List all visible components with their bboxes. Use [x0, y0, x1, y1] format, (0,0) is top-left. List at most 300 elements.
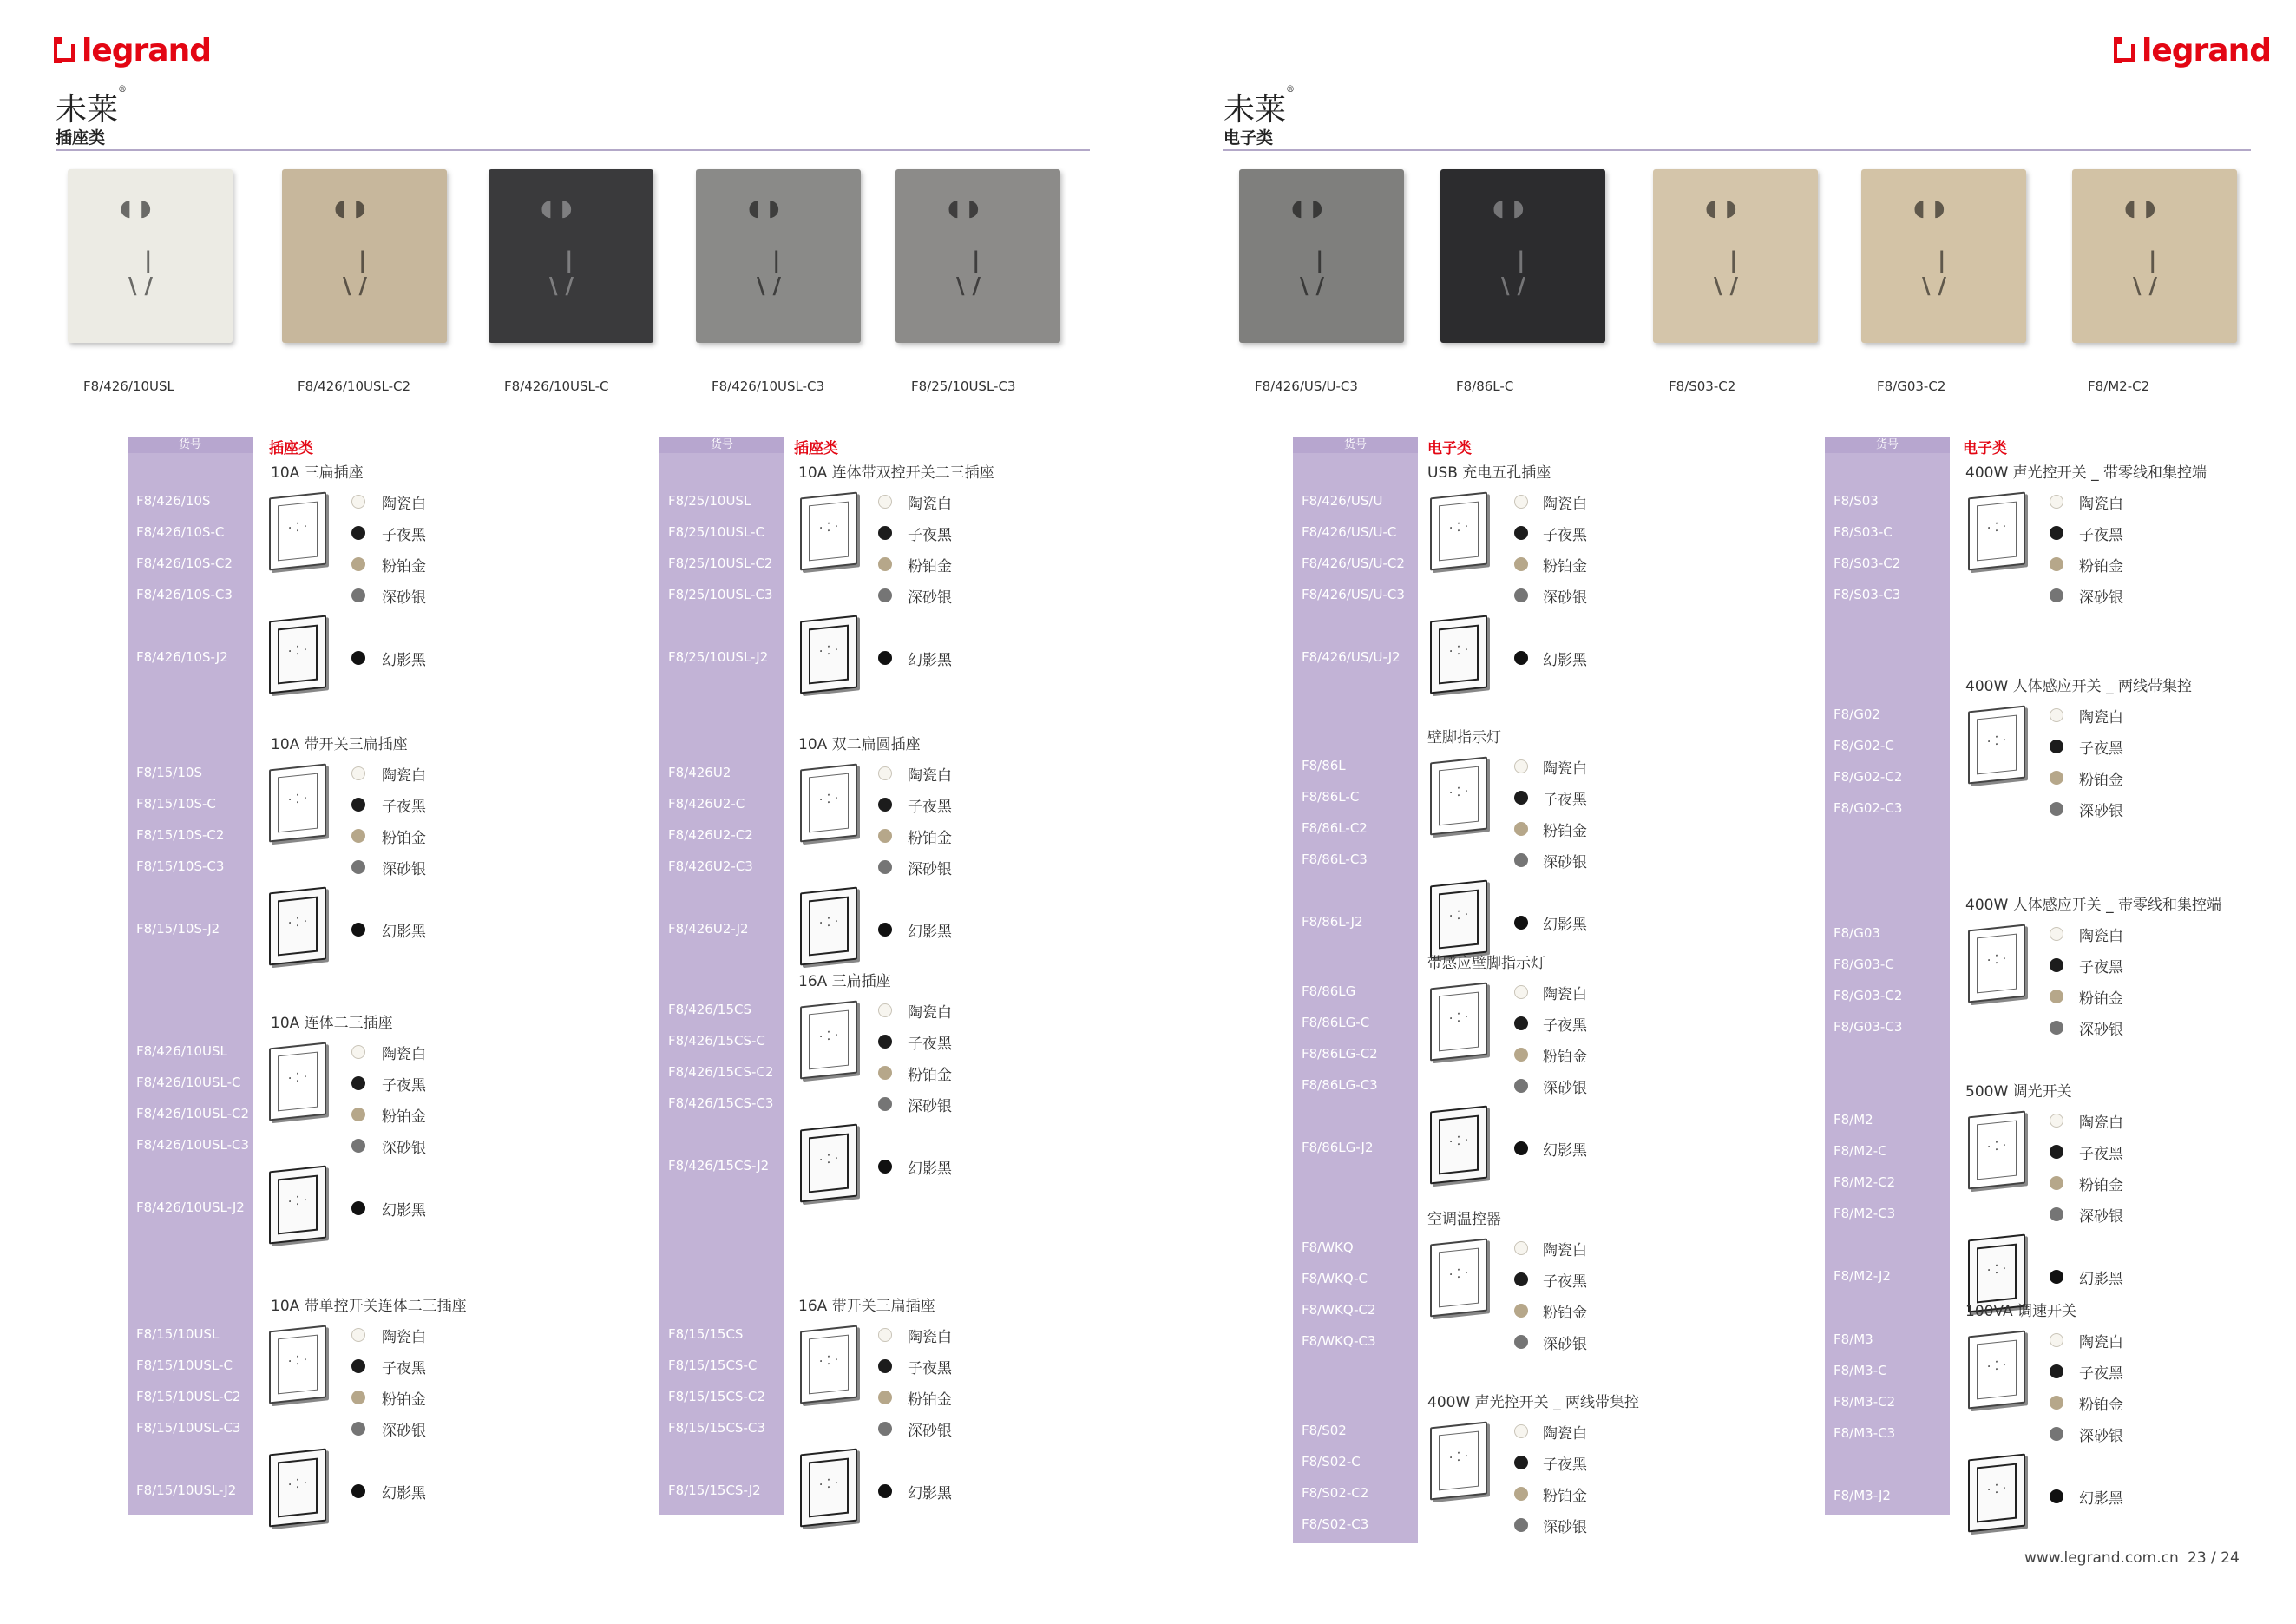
hero-product-code: F8/M2-C2 [2088, 378, 2150, 394]
product-code: F8/25/10USL-J2 [668, 649, 769, 665]
color-label: 粉铂金 [2079, 1397, 2123, 1414]
product-code: F8/G03 [1834, 925, 1880, 941]
product-line-drawing-variant-icon [1430, 1106, 1487, 1185]
product-code: F8/426/15CS-C [668, 1033, 765, 1049]
color-swatch [1514, 1241, 1528, 1255]
color-label: 幻影黑 [908, 924, 952, 941]
product-code: F8/86LG-C [1302, 1015, 1370, 1030]
color-swatch [351, 766, 365, 780]
color-swatch [2050, 708, 2063, 722]
socket-holes-icon: · ⁚ · [1986, 1358, 2007, 1375]
product-line-drawing-icon [800, 1325, 857, 1404]
color-label: 陶瓷白 [382, 767, 426, 785]
color-swatch [1514, 651, 1528, 665]
product-code: F8/M3-C [1834, 1363, 1887, 1378]
color-label: 子夜黑 [2079, 740, 2123, 758]
product-code: F8/86L-C2 [1302, 820, 1368, 836]
color-label: 深砂银 [1543, 589, 1587, 607]
product-code: F8/M2-J2 [1834, 1268, 1891, 1284]
color-swatch [878, 1359, 892, 1373]
product-code: F8/15/15CS [668, 1326, 744, 1342]
code-column-band [1825, 453, 1950, 1515]
color-label: 粉铂金 [1543, 823, 1587, 840]
color-label: 子夜黑 [382, 1077, 426, 1095]
hero-product-image [489, 169, 653, 343]
color-label: 幻影黑 [2079, 1271, 2123, 1288]
table-header-code: 货号 [1825, 437, 1950, 453]
product-code: F8/426/10S [136, 493, 211, 509]
color-swatch [1514, 759, 1528, 773]
product-code: F8/426/15CS-J2 [668, 1158, 770, 1174]
product-title: 10A 连体带双控开关二三插座 [798, 464, 994, 482]
color-label: 深砂银 [1543, 854, 1587, 871]
color-swatch [878, 588, 892, 602]
product-code: F8/25/10USL-C [668, 524, 764, 540]
color-swatch [351, 651, 365, 665]
socket-holes-icon: · ⁚ · [818, 519, 839, 536]
socket-three-pin-icon: \ / [343, 273, 368, 299]
color-swatch [351, 1076, 365, 1090]
color-swatch [2050, 1145, 2063, 1159]
socket-holes-icon: · ⁚ · [1448, 907, 1469, 924]
color-label: 粉铂金 [382, 830, 426, 847]
product-code: F8/M2-C3 [1834, 1206, 1896, 1221]
series-name-text: 未莱 [1223, 92, 1287, 128]
socket-two-pin-icon: ◖ ◗ [948, 195, 980, 221]
color-swatch [1514, 1079, 1528, 1093]
product-title: 400W 声光控开关 _ 两线带集控 [1427, 1394, 1639, 1411]
color-label: 子夜黑 [382, 1360, 426, 1377]
color-label: 粉铂金 [908, 1391, 952, 1409]
color-swatch [1514, 1456, 1528, 1469]
hero-product-code: F8/G03-C2 [1877, 378, 1946, 394]
color-swatch [351, 526, 365, 540]
product-line-drawing-icon [1430, 757, 1487, 836]
color-label: 深砂银 [382, 1140, 426, 1157]
socket-three-pin-icon: \ / [1714, 273, 1739, 299]
color-swatch [878, 495, 892, 509]
color-swatch [1514, 1487, 1528, 1501]
color-label: 陶瓷白 [1543, 1242, 1587, 1259]
color-label: 粉铂金 [382, 1108, 426, 1126]
color-label: 深砂银 [908, 1098, 952, 1115]
product-code: F8/15/10S-C [136, 796, 216, 812]
color-label: 陶瓷白 [908, 1329, 952, 1346]
color-swatch [1514, 822, 1528, 836]
legrand-logo-mark [54, 37, 76, 63]
color-swatch [878, 766, 892, 780]
color-label: 幻影黑 [382, 652, 426, 669]
color-label: 陶瓷白 [1543, 1425, 1587, 1443]
color-swatch [351, 1201, 365, 1215]
product-line-drawing-variant-icon [800, 887, 857, 966]
color-swatch [1514, 1304, 1528, 1318]
color-label: 深砂银 [2079, 1208, 2123, 1226]
product-code: F8/M2-C2 [1834, 1174, 1896, 1190]
product-code: F8/15/15CS-C3 [668, 1420, 765, 1436]
color-label: 深砂银 [908, 1423, 952, 1440]
socket-holes-icon: · ⁚ · [1448, 519, 1469, 536]
color-label: 粉铂金 [908, 558, 952, 575]
socket-holes-icon: · ⁚ · [818, 1476, 839, 1493]
product-code: F8/86LG-J2 [1302, 1140, 1374, 1155]
socket-holes-icon: · ⁚ · [1448, 642, 1469, 660]
color-label: 陶瓷白 [1543, 986, 1587, 1003]
legrand-logo-right [2114, 33, 2271, 68]
color-label: 陶瓷白 [1543, 496, 1587, 513]
socket-three-pin-icon: \ / [956, 273, 981, 299]
color-label: 深砂银 [2079, 1022, 2123, 1039]
product-code: F8/S03-C [1834, 524, 1893, 540]
footer-url[interactable]: www.legrand.com.cn [2024, 1549, 2179, 1567]
color-label: 子夜黑 [2079, 1146, 2123, 1163]
color-swatch [351, 1484, 365, 1498]
product-code: F8/15/15CS-J2 [668, 1483, 761, 1498]
product-code: F8/426/10USL-C [136, 1075, 241, 1090]
product-code: F8/S02-C2 [1302, 1485, 1369, 1501]
product-code: F8/426/US/U-J2 [1302, 649, 1401, 665]
product-code: F8/426/15CS-C3 [668, 1095, 774, 1111]
color-swatch [1514, 557, 1528, 571]
product-line-drawing-variant-icon [269, 615, 326, 694]
color-label: 陶瓷白 [382, 1329, 426, 1346]
color-swatch [2050, 495, 2063, 509]
color-label: 粉铂金 [2079, 772, 2123, 789]
product-code: F8/426/US/U [1302, 493, 1383, 509]
color-label: 陶瓷白 [908, 496, 952, 513]
category-title-left: 插座类 [56, 128, 106, 148]
color-swatch [1514, 853, 1528, 867]
hero-product-code: F8/426/10USL-C [504, 378, 609, 394]
product-line-drawing-icon [1430, 492, 1487, 571]
product-code: F8/86L-J2 [1302, 914, 1363, 930]
color-swatch [1514, 916, 1528, 930]
product-code: F8/S02-C [1302, 1454, 1361, 1469]
product-title: 10A 连体二三插座 [271, 1015, 393, 1032]
color-label: 深砂银 [908, 589, 952, 607]
product-code: F8/G03-C2 [1834, 988, 1903, 1003]
color-swatch [351, 495, 365, 509]
socket-earth-pin-icon: | [1729, 247, 1738, 273]
socket-earth-pin-icon: | [1517, 247, 1525, 273]
color-label: 粉铂金 [2079, 990, 2123, 1008]
color-swatch [878, 1003, 892, 1017]
color-label: 幻影黑 [2079, 1490, 2123, 1508]
product-line-drawing-icon [1430, 983, 1487, 1062]
color-label: 深砂银 [1543, 1519, 1587, 1536]
table-header-code: 货号 [128, 437, 253, 453]
product-code: F8/25/10USL-C2 [668, 556, 773, 571]
code-column-band [659, 453, 784, 1515]
color-label: 子夜黑 [908, 1036, 952, 1053]
color-swatch [1514, 1518, 1528, 1532]
color-swatch [878, 829, 892, 843]
color-swatch [351, 588, 365, 602]
color-label: 粉铂金 [2079, 1177, 2123, 1194]
socket-holes-icon: · ⁚ · [1448, 784, 1469, 801]
socket-three-pin-icon: \ / [549, 273, 574, 299]
color-swatch [2050, 1176, 2063, 1190]
socket-two-pin-icon: ◖ ◗ [1913, 195, 1945, 221]
socket-earth-pin-icon: | [1315, 247, 1324, 273]
product-code: F8/WKQ-C3 [1302, 1333, 1376, 1349]
socket-holes-icon: · ⁚ · [1986, 1261, 2007, 1279]
socket-three-pin-icon: \ / [128, 273, 154, 299]
product-code: F8/86L-C3 [1302, 851, 1368, 867]
color-swatch [878, 651, 892, 665]
color-label: 陶瓷白 [2079, 496, 2123, 513]
product-title: 100VA 调速开关 [1965, 1303, 2077, 1320]
color-label: 幻影黑 [1543, 917, 1587, 934]
color-swatch [2050, 557, 2063, 571]
color-label: 子夜黑 [1543, 1456, 1587, 1474]
color-label: 子夜黑 [2079, 1365, 2123, 1383]
product-code: F8/426/15CS [668, 1002, 751, 1017]
socket-earth-pin-icon: | [358, 247, 367, 273]
color-label: 子夜黑 [908, 799, 952, 816]
socket-holes-icon: · ⁚ · [1986, 1481, 2007, 1498]
color-label: 深砂银 [2079, 1428, 2123, 1445]
socket-earth-pin-icon: | [2148, 247, 2157, 273]
header-rule-left [56, 149, 1090, 151]
product-line-drawing-variant-icon [800, 1449, 857, 1528]
color-swatch [1514, 791, 1528, 805]
socket-earth-pin-icon: | [144, 247, 153, 273]
product-code: F8/15/10USL-C [136, 1358, 233, 1373]
product-line-drawing-icon [1968, 1331, 2025, 1410]
hero-product-image [2072, 169, 2237, 343]
socket-holes-icon: · ⁚ · [287, 1193, 308, 1210]
product-line-drawing-variant-icon [1968, 1454, 2025, 1533]
color-swatch [878, 1035, 892, 1049]
socket-three-pin-icon: \ / [1501, 273, 1526, 299]
product-code: F8/G02 [1834, 707, 1880, 722]
color-swatch [351, 557, 365, 571]
product-code: F8/M2 [1834, 1112, 1873, 1128]
color-swatch [1514, 526, 1528, 540]
product-line-drawing-icon [1430, 1422, 1487, 1501]
color-swatch [878, 1160, 892, 1174]
product-line-drawing-variant-icon [800, 615, 857, 694]
hero-product-image [895, 169, 1060, 343]
color-swatch [1514, 1141, 1528, 1155]
color-label: 子夜黑 [1543, 792, 1587, 809]
table-header-category: 电子类 [1963, 440, 2007, 457]
product-code: F8/426/10USL-C3 [136, 1137, 250, 1153]
color-swatch [351, 1045, 365, 1059]
table-header-code: 货号 [659, 437, 784, 453]
socket-earth-pin-icon: | [1938, 247, 1946, 273]
product-line-drawing-variant-icon [1430, 880, 1487, 959]
hero-product-image [1239, 169, 1404, 343]
product-code: F8/WKQ [1302, 1239, 1354, 1255]
color-swatch [2050, 588, 2063, 602]
product-code: F8/86L [1302, 758, 1346, 773]
product-code: F8/426U2-J2 [668, 921, 749, 937]
color-swatch [878, 1066, 892, 1080]
product-line-drawing-icon [1968, 1111, 2025, 1190]
product-line-drawing-variant-icon [1430, 615, 1487, 694]
color-label: 粉铂金 [908, 1067, 952, 1084]
product-line-drawing-icon [269, 1325, 326, 1404]
product-line-drawing-icon [800, 764, 857, 843]
hero-product-image [1440, 169, 1605, 343]
color-label: 粉铂金 [382, 558, 426, 575]
category-title-right: 电子类 [1223, 128, 1274, 148]
product-title: 10A 三扁插座 [271, 464, 364, 482]
color-swatch [2050, 1396, 2063, 1410]
legrand-logo-left [54, 33, 211, 68]
color-swatch [2050, 771, 2063, 785]
color-label: 幻影黑 [908, 652, 952, 669]
product-line-drawing-icon [269, 492, 326, 571]
hero-product-code: F8/426/10USL-C2 [298, 378, 411, 394]
color-swatch [2050, 1270, 2063, 1284]
product-code: F8/426/10S-J2 [136, 649, 228, 665]
color-label: 深砂银 [2079, 803, 2123, 820]
socket-two-pin-icon: ◖ ◗ [1492, 195, 1525, 221]
product-code: F8/M3-J2 [1834, 1488, 1891, 1503]
product-code: F8/G02-C2 [1834, 769, 1903, 785]
color-swatch [351, 1391, 365, 1404]
product-code: F8/WKQ-C [1302, 1271, 1368, 1286]
socket-two-pin-icon: ◖ ◗ [748, 195, 780, 221]
socket-holes-icon: · ⁚ · [1986, 519, 2007, 536]
color-swatch [1514, 495, 1528, 509]
color-label: 粉铂金 [1543, 1049, 1587, 1066]
color-label: 子夜黑 [908, 527, 952, 544]
product-code: F8/86LG-C3 [1302, 1077, 1378, 1093]
color-label: 深砂银 [2079, 589, 2123, 607]
product-code: F8/15/10USL-C3 [136, 1420, 241, 1436]
color-swatch [351, 1359, 365, 1373]
color-swatch [2050, 958, 2063, 972]
product-code: F8/426U2-C [668, 796, 745, 812]
color-label: 子夜黑 [2079, 527, 2123, 544]
color-swatch [1514, 1424, 1528, 1438]
socket-holes-icon: · ⁚ · [818, 1028, 839, 1045]
socket-three-pin-icon: \ / [2133, 273, 2158, 299]
color-swatch [2050, 1114, 2063, 1128]
color-label: 子夜黑 [1543, 527, 1587, 544]
socket-earth-pin-icon: | [772, 247, 781, 273]
color-label: 陶瓷白 [382, 1046, 426, 1063]
color-label: 陶瓷白 [2079, 709, 2123, 727]
hero-product-image [696, 169, 861, 343]
socket-holes-icon: · ⁚ · [818, 914, 839, 931]
product-code: F8/426/15CS-C2 [668, 1064, 774, 1080]
socket-holes-icon: · ⁚ · [1448, 1449, 1469, 1466]
product-code: F8/426/10S-C2 [136, 556, 233, 571]
product-title: 壁脚指示灯 [1427, 729, 1501, 746]
product-code: F8/15/10S-J2 [136, 921, 220, 937]
socket-holes-icon: · ⁚ · [1448, 1133, 1469, 1150]
hero-product-code: F8/426/10USL [83, 378, 174, 394]
product-code: F8/15/10S-C2 [136, 827, 225, 843]
product-title: 空调温控器 [1427, 1211, 1501, 1228]
color-label: 陶瓷白 [2079, 928, 2123, 945]
product-title: 400W 人体感应开关 _ 两线带集控 [1965, 678, 2192, 695]
color-swatch [2050, 526, 2063, 540]
color-label: 陶瓷白 [908, 1004, 952, 1022]
socket-holes-icon: · ⁚ · [287, 519, 308, 536]
color-label: 深砂银 [382, 589, 426, 607]
color-swatch [351, 829, 365, 843]
product-code: F8/426U2-C2 [668, 827, 753, 843]
color-swatch [351, 1328, 365, 1342]
color-swatch [878, 1422, 892, 1436]
socket-two-pin-icon: ◖ ◗ [1705, 195, 1737, 221]
color-swatch [2050, 802, 2063, 816]
hero-product-image [282, 169, 447, 343]
color-swatch [878, 1391, 892, 1404]
color-swatch [878, 526, 892, 540]
product-code: F8/86LG-C2 [1302, 1046, 1378, 1062]
color-swatch [351, 1139, 365, 1153]
legrand-logo-text: legrand [82, 32, 211, 69]
socket-three-pin-icon: \ / [757, 273, 782, 299]
color-swatch [878, 1328, 892, 1342]
product-code: F8/426/10S-C3 [136, 587, 233, 602]
socket-two-pin-icon: ◖ ◗ [334, 195, 366, 221]
color-label: 子夜黑 [908, 1360, 952, 1377]
color-swatch [878, 1484, 892, 1498]
socket-holes-icon: · ⁚ · [1986, 951, 2007, 969]
color-label: 陶瓷白 [908, 767, 952, 785]
hero-product-image [68, 169, 233, 343]
color-swatch [2050, 740, 2063, 753]
code-column-band [128, 453, 253, 1515]
color-label: 幻影黑 [382, 1485, 426, 1502]
product-title: 10A 双二扁圆插座 [798, 736, 921, 753]
color-swatch [1514, 1048, 1528, 1062]
product-title: 10A 带单控开关连体二三插座 [271, 1298, 467, 1315]
product-code: F8/426/10S-C [136, 524, 225, 540]
socket-holes-icon: · ⁚ · [1448, 1009, 1469, 1027]
color-swatch [2050, 1364, 2063, 1378]
color-swatch [1514, 1272, 1528, 1286]
color-swatch [2050, 1427, 2063, 1441]
color-label: 粉铂金 [908, 830, 952, 847]
product-line-drawing-icon [800, 492, 857, 571]
socket-holes-icon: · ⁚ · [1448, 1266, 1469, 1283]
product-code: F8/426/US/U-C3 [1302, 587, 1405, 602]
color-swatch [2050, 990, 2063, 1003]
color-label: 子夜黑 [2079, 959, 2123, 976]
product-line-drawing-variant-icon [269, 1449, 326, 1528]
product-code: F8/S03 [1834, 493, 1879, 509]
color-swatch [878, 1097, 892, 1111]
product-code: F8/G03-C3 [1834, 1019, 1903, 1035]
product-title: 400W 声光控开关 _ 带零线和集控端 [1965, 464, 2207, 482]
product-line-drawing-variant-icon [269, 1166, 326, 1245]
color-label: 粉铂金 [2079, 558, 2123, 575]
product-line-drawing-icon [269, 764, 326, 843]
product-code: F8/G02-C3 [1834, 800, 1903, 816]
product-title: 16A 带开关三扁插座 [798, 1298, 935, 1315]
product-title: 500W 调光开关 [1965, 1083, 2072, 1101]
color-label: 陶瓷白 [2079, 1334, 2123, 1351]
table-header-category: 插座类 [269, 440, 313, 457]
color-label: 深砂银 [1543, 1080, 1587, 1097]
socket-holes-icon: · ⁚ · [287, 1069, 308, 1087]
socket-holes-icon: · ⁚ · [818, 791, 839, 808]
product-line-drawing-icon [1968, 492, 2025, 571]
product-code: F8/86L-C [1302, 789, 1360, 805]
color-swatch [1514, 1335, 1528, 1349]
color-label: 幻影黑 [1543, 1142, 1587, 1160]
color-label: 粉铂金 [1543, 558, 1587, 575]
